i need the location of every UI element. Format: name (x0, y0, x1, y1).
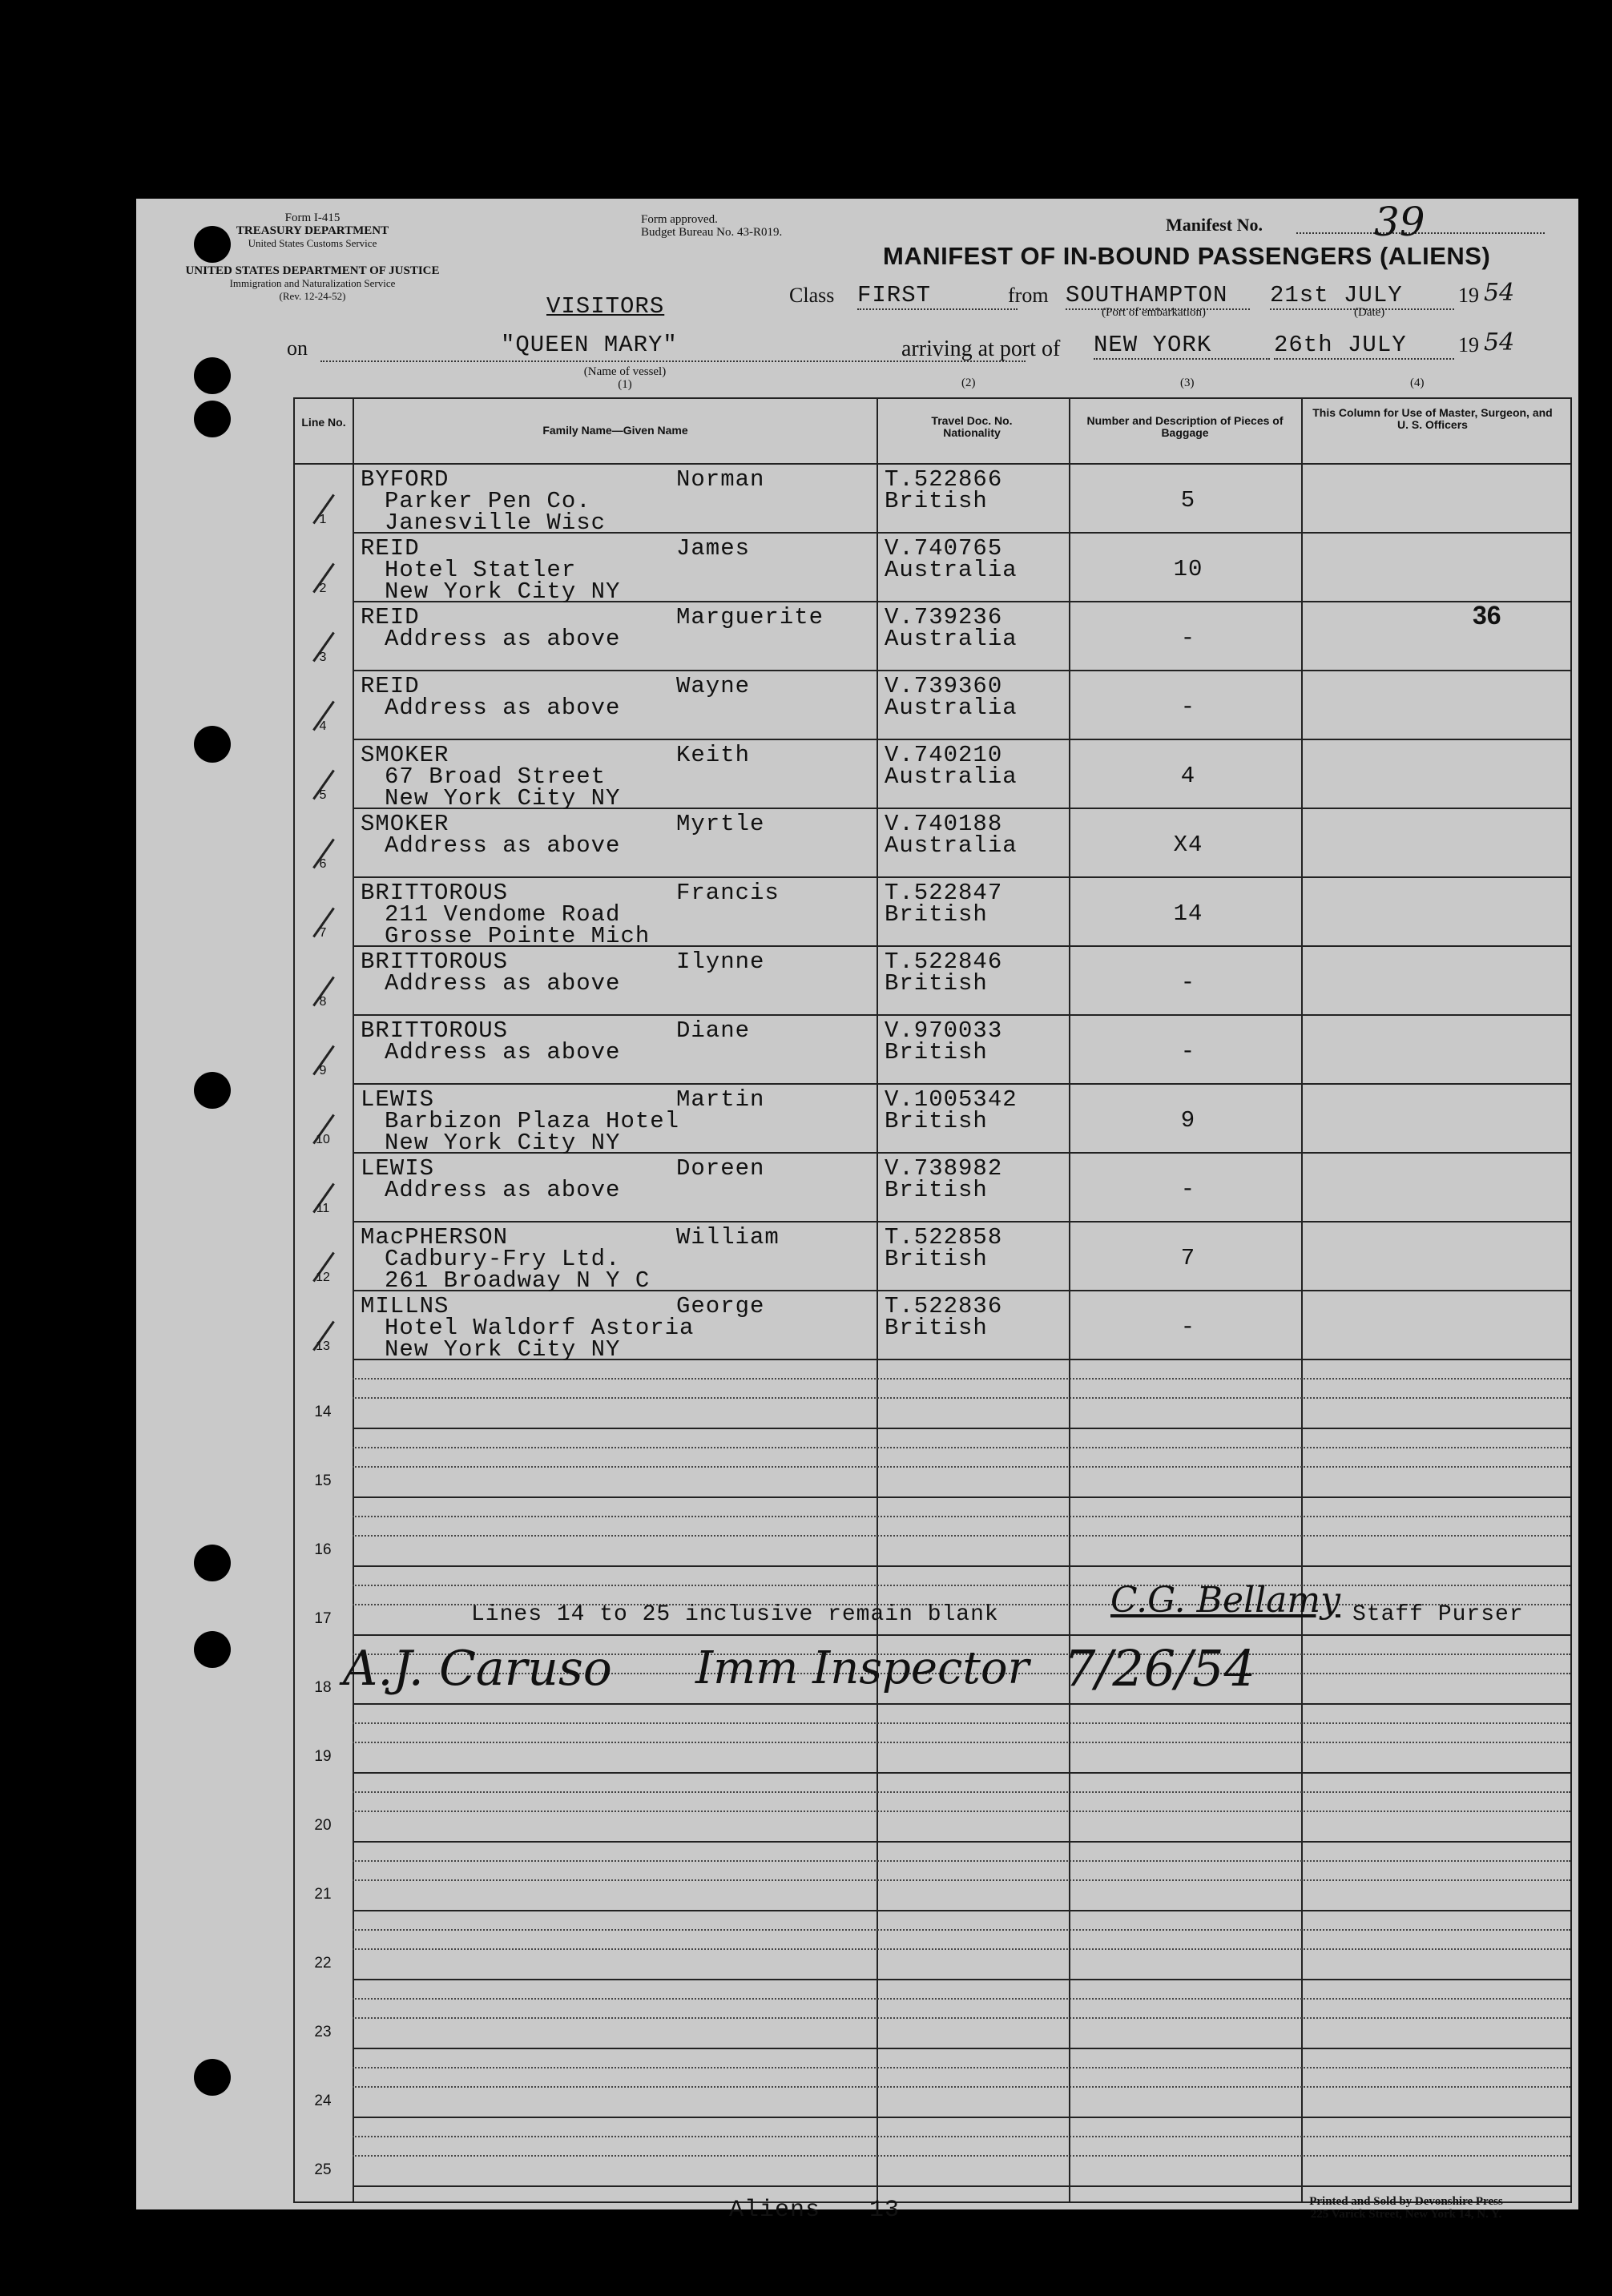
on-label: on (287, 336, 308, 360)
binder-hole (194, 1072, 231, 1109)
address-line-1: Barbizon Plaza Hotel (385, 1108, 680, 1134)
line-number: 8 (319, 995, 327, 1009)
line-number: 9 (319, 1064, 327, 1078)
aliens-count: 13 (869, 2197, 901, 2224)
family-name: REID (361, 604, 420, 630)
line-number: 20 (314, 1817, 332, 1834)
baggage-count: - (1180, 1038, 1196, 1065)
table-row (295, 1152, 1570, 1221)
vessel-name: "QUEEN MARY" (501, 332, 678, 358)
form-header (216, 211, 409, 250)
line-number: 18 (314, 1679, 332, 1696)
table-row (295, 1083, 1570, 1156)
line-number: 6 (319, 857, 327, 871)
baggage-count: 5 (1180, 487, 1196, 514)
address-line-2: New York City NY (385, 785, 621, 812)
manifest-sheet (136, 199, 1578, 2224)
nationality: British (885, 1108, 988, 1134)
table-row (295, 808, 1570, 876)
printer-line-1: Printed and Sold by Devonshire Press (1309, 2195, 1503, 2208)
manifest-number: 39 (1374, 199, 1425, 245)
travel-doc-no: T.522836 (885, 1293, 1003, 1319)
table-row (295, 1221, 1570, 1294)
given-name: Francis (676, 880, 780, 906)
family-name: MILLNS (361, 1293, 449, 1319)
approval-block (641, 213, 782, 239)
given-name: James (676, 535, 751, 562)
line-number: 19 (314, 1748, 332, 1765)
arrival-date: 26th JULY (1274, 332, 1454, 360)
arrival-year: 54 (1484, 328, 1515, 356)
family-name: LEWIS (361, 1155, 435, 1182)
baggage-count: 4 (1180, 763, 1196, 789)
col2-num: (2) (961, 377, 976, 389)
family-name: BRITTOROUS (361, 1017, 509, 1044)
nationality: British (885, 1039, 988, 1065)
binder-hole (194, 2059, 231, 2096)
travel-doc-no: V.740765 (885, 535, 1003, 562)
address-line-1: Address as above (385, 832, 621, 859)
travel-doc-no: V.1005342 (885, 1086, 1018, 1113)
blank-note: Lines 14 to 25 inclusive remain blank (471, 1602, 999, 1627)
printer-line-2: 225 Varick Street, New York 14, N. Y. (1310, 2208, 1502, 2221)
date-caption: (Date) (1354, 306, 1385, 319)
justice-label: UNITED STATES DEPARTMENT OF JUSTICE (185, 264, 440, 277)
line-number: 11 (316, 1202, 330, 1215)
address-line-1: Parker Pen Co. (385, 488, 591, 514)
line-number: 3 (319, 651, 327, 664)
address-line-1: Address as above (385, 970, 621, 997)
nationality: British (885, 1315, 988, 1341)
blank-row (295, 1496, 1570, 1565)
family-name: LEWIS (361, 1086, 435, 1113)
arrival-port: NEW YORK (1094, 332, 1270, 360)
treasury-label: TREASURY DEPARTMENT (236, 224, 389, 237)
given-name: Keith (676, 742, 751, 768)
family-name: REID (361, 673, 420, 699)
table-row (295, 876, 1570, 949)
blank-row (295, 1703, 1570, 1772)
from-label: from (1008, 284, 1049, 307)
binder-hole (194, 1631, 231, 1668)
baggage-count: X4 (1173, 832, 1203, 858)
vessel-caption (537, 365, 713, 391)
table-row (295, 601, 1570, 670)
line-number: 1 (319, 513, 327, 526)
given-name: Marguerite (676, 604, 824, 630)
nationality: British (885, 1246, 988, 1272)
inspector-title: Imm Inspector (695, 1642, 1030, 1694)
col-officers: This Column for Use of Master, Surgeon, and U. S. Officers (1312, 406, 1553, 431)
binder-hole (194, 226, 231, 263)
travel-doc-no: T.522858 (885, 1224, 1003, 1251)
family-name: BRITTOROUS (361, 949, 509, 975)
blank-row (295, 1772, 1570, 1841)
address-line-2: New York City NY (385, 578, 621, 605)
address-line-1: Hotel Waldorf Astoria (385, 1315, 695, 1341)
line-number: 15 (314, 1472, 332, 1489)
address-line-1: Address as above (385, 1177, 621, 1203)
vessel-caption-text: (Name of vessel) (583, 365, 667, 378)
line-number: 13 (316, 1339, 330, 1353)
nationality: Australia (885, 695, 1018, 721)
ins-label: Immigration and Naturalization Service (229, 277, 396, 289)
customs-label: United States Customs Service (248, 237, 377, 249)
blank-row (295, 1910, 1570, 1979)
line-number: 4 (319, 719, 327, 733)
line-number: 14 (314, 1404, 332, 1420)
baggage-count: - (1180, 694, 1196, 720)
manifest-no-label: Manifest No. (1166, 215, 1263, 235)
form-number: Form I-415 (284, 211, 341, 224)
travel-doc-no: V.740188 (885, 811, 1003, 837)
class-label: Class (789, 284, 835, 307)
travel-doc-no: T.522866 (885, 466, 1003, 493)
travel-doc-no: V.739236 (885, 604, 1003, 630)
line-number: 22 (314, 1955, 332, 1972)
blank-row (295, 1841, 1570, 1910)
nationality: British (885, 1177, 988, 1203)
address-line-2: New York City NY (385, 1130, 621, 1156)
table-row (295, 945, 1570, 1014)
revision-label: (Rev. 12-24-52) (279, 290, 346, 302)
col1-num: (1) (618, 378, 632, 391)
blank-row (295, 1359, 1570, 1428)
blank-row (295, 2117, 1570, 2185)
address-line-1: Cadbury-Fry Ltd. (385, 1246, 621, 1272)
col4-num: (4) (1410, 377, 1425, 389)
travel-doc-no: V.740210 (885, 742, 1003, 768)
table-row (295, 670, 1570, 739)
blank-row (295, 1428, 1570, 1496)
embark-caption: (Port of embarkation) (1102, 306, 1206, 319)
line-number: 2 (319, 582, 327, 595)
address-line-2: 261 Broadway N Y C (385, 1267, 651, 1294)
col-baggage: Number and Description of Pieces of Baggage (1086, 414, 1284, 439)
line-number: 12 (316, 1271, 330, 1284)
given-name: George (676, 1293, 765, 1319)
nationality: Australia (885, 763, 1018, 790)
address-line-1: 67 Broad Street (385, 763, 607, 790)
inspector-signature: A.J. Caruso (343, 1641, 612, 1697)
purser-signature: C.G. Bellamy (1110, 1580, 1340, 1621)
address-line-2: Janesville Wisc (385, 510, 607, 536)
address-line-2: New York City NY (385, 1336, 621, 1363)
family-name: SMOKER (361, 811, 449, 837)
travel-doc-no: V.739360 (885, 673, 1003, 699)
year-prefix-1: 19 (1458, 284, 1479, 307)
col-travel-doc: Travel Doc. No. Nationality (931, 414, 1013, 439)
baggage-count: 10 (1173, 556, 1203, 582)
baggage-count: - (1180, 1176, 1196, 1202)
travel-doc-no: T.522846 (885, 949, 1003, 975)
baggage-count: 14 (1173, 900, 1203, 927)
binder-hole (194, 1545, 231, 1581)
visitors-category: VISITORS (546, 293, 665, 320)
officer-note: 36 (1473, 601, 1501, 630)
given-name: Martin (676, 1086, 765, 1113)
family-name: REID (361, 535, 420, 562)
baggage-count: - (1180, 1314, 1196, 1340)
embark-date: 21st JULY (1270, 282, 1454, 310)
baggage-count: 7 (1180, 1245, 1196, 1271)
nationality: British (885, 488, 988, 514)
address-line-1: Hotel Statler (385, 557, 577, 583)
table-row (295, 532, 1570, 605)
family-name: SMOKER (361, 742, 449, 768)
nationality: British (885, 901, 988, 928)
line-number: 21 (314, 1886, 332, 1903)
address-line-1: 211 Vendome Road (385, 901, 621, 928)
line-number: 17 (314, 1610, 332, 1627)
given-name: Norman (676, 466, 765, 493)
nationality: Australia (885, 832, 1018, 859)
line-number: 25 (314, 2161, 332, 2178)
aliens-label: Aliens (729, 2197, 821, 2224)
nationality: British (885, 970, 988, 997)
nationality: Australia (885, 557, 1018, 583)
blank-row (295, 2048, 1570, 2117)
passenger-table (293, 397, 1572, 2203)
binder-hole (194, 401, 231, 437)
purser-title: Staff Purser (1352, 1602, 1524, 1627)
form-approved: Form approved. (641, 213, 718, 226)
inspector-date: 7/26/54 (1064, 1639, 1256, 1698)
travel-doc-no: T.522847 (885, 880, 1003, 906)
justice-block (144, 264, 481, 303)
col3-num: (3) (1180, 377, 1195, 389)
address-line-1: Address as above (385, 626, 621, 652)
year-prefix-2: 19 (1458, 333, 1479, 356)
table-row (295, 1014, 1570, 1083)
address-line-1: Address as above (385, 1039, 621, 1065)
col-line-no: Line No. (301, 416, 346, 429)
binder-hole (194, 357, 231, 394)
line-number: 24 (314, 2093, 332, 2109)
table-row (295, 739, 1570, 812)
travel-doc-no: V.738982 (885, 1155, 1003, 1182)
table-row (295, 1290, 1570, 1363)
manifest-title: MANIFEST OF IN-BOUND PASSENGERS (ALIENS) (883, 242, 1491, 270)
binder-hole (194, 726, 231, 763)
given-name: Diane (676, 1017, 751, 1044)
blank-row (295, 1979, 1570, 2048)
line-number: 10 (316, 1133, 330, 1146)
budget-bureau: Budget Bureau No. 43-R019. (641, 226, 783, 239)
col-name: Family Name—Given Name (542, 424, 688, 437)
arriving-label: arriving at port of (901, 336, 1061, 361)
address-line-2: Grosse Pointe Mich (385, 923, 651, 949)
given-name: William (676, 1224, 780, 1251)
class-value: FIRST (857, 282, 1018, 310)
table-row (295, 463, 1570, 536)
address-line-1: Address as above (385, 695, 621, 721)
given-name: Wayne (676, 673, 751, 699)
printer-block (1246, 2195, 1566, 2221)
baggage-count: 9 (1180, 1107, 1196, 1134)
embark-port: SOUTHAMPTON (1066, 282, 1250, 310)
nationality: Australia (885, 626, 1018, 652)
embark-year: 54 (1484, 279, 1515, 307)
family-name: BRITTOROUS (361, 880, 509, 906)
line-number: 5 (319, 788, 327, 802)
given-name: Myrtle (676, 811, 765, 837)
line-number: 7 (319, 926, 327, 940)
baggage-count: - (1180, 625, 1196, 651)
given-name: Ilynne (676, 949, 765, 975)
given-name: Doreen (676, 1155, 765, 1182)
travel-doc-no: V.970033 (885, 1017, 1003, 1044)
line-number: 16 (314, 1541, 332, 1558)
baggage-count: - (1180, 969, 1196, 996)
line-number: 23 (314, 2024, 332, 2040)
family-name: BYFORD (361, 466, 449, 493)
family-name: MacPHERSON (361, 1224, 509, 1251)
